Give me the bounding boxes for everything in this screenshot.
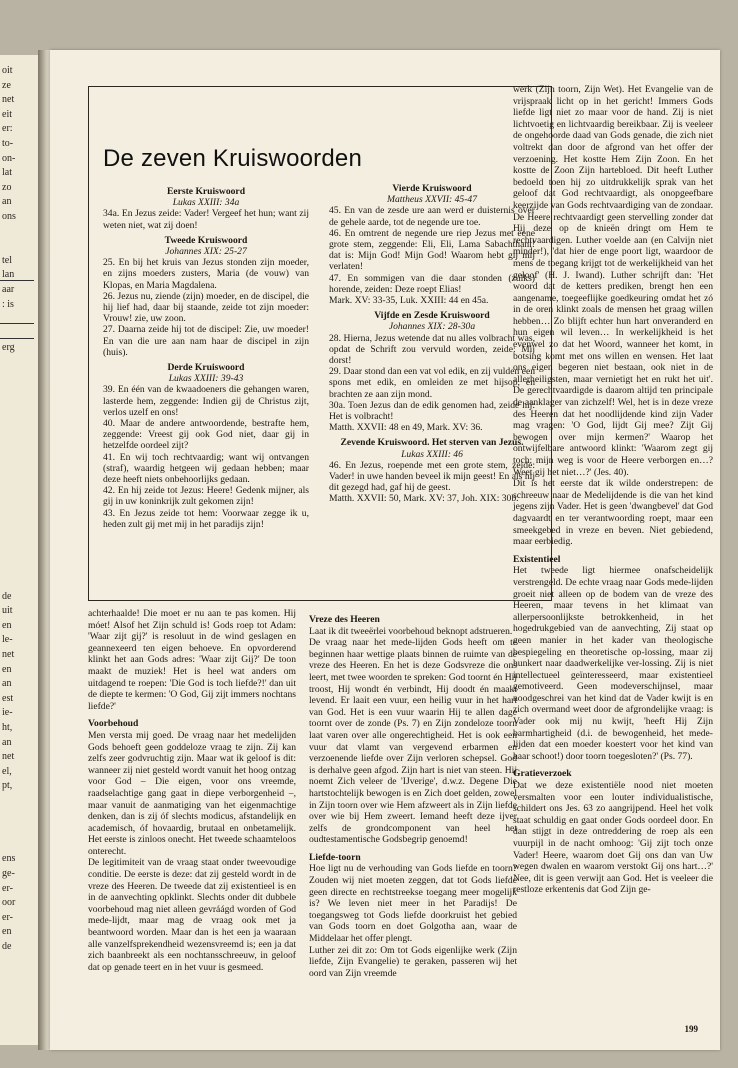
article-paragraph: Luther zei dit zo: Om tot Gods eigenlijke werk (Zijn liefde, Zijn Evangelie) te geraken, passeren wij het oord van Zijn vreemde bbox=[309, 944, 517, 979]
margin-fragment: net bbox=[2, 94, 15, 106]
margin-fragment: el, bbox=[2, 765, 12, 777]
margin-fragment: an bbox=[2, 678, 12, 690]
section-heading: Existentieel bbox=[513, 553, 561, 565]
box-column-left bbox=[103, 182, 309, 530]
margin-fragment: on- bbox=[2, 152, 16, 164]
margin-fragment: en bbox=[2, 926, 12, 938]
margin-fragment: pt, bbox=[2, 780, 13, 792]
verse-text: 29. Daar stond dan een vat vol edik, en zij vulden een spons met edik, en omleiden ze met hijsop, en brachten ze aan zijn mond. bbox=[329, 366, 535, 400]
word-heading: Zevende Kruiswoord. Het sterven van Jezus. bbox=[340, 437, 524, 449]
previous-page-edge bbox=[0, 55, 39, 1045]
margin-fragment: net bbox=[2, 751, 15, 763]
margin-fragment: er: bbox=[2, 123, 13, 135]
verse-text: 46. En Jezus, roepende met een grote stem, zeide: Vader! in uwe handen beveel ik mijn geest! En als hij dit gezegd had, gaf hij de geest. bbox=[329, 459, 535, 494]
verse-text: Matth. XXVII: 48 en 49, Mark. XV: 36. bbox=[329, 422, 483, 434]
margin-fragment: ge- bbox=[2, 868, 15, 879]
sidebar-box-seven-words bbox=[88, 86, 552, 601]
margin-fragment: en bbox=[2, 619, 12, 631]
margin-fragment: : is bbox=[2, 298, 14, 310]
article-paragraph: Dit is het eerste dat ik wilde onderstrepen: de schreeuw naar de Medelijdende is die van het kind jegens zijn Vader. Het is geen 'dwangbevel' dat God dagvaardt en ter verantwoording roept, maar een smeekgebed in vreze en beven. Niet gebiedend, maar eerbiedig. bbox=[513, 478, 713, 548]
margin-fragment: lat bbox=[2, 167, 12, 179]
margin-fragment: ens bbox=[2, 853, 16, 865]
margin-fragment: to- bbox=[2, 138, 14, 149]
margin-fragment: de bbox=[2, 590, 12, 602]
scripture-reference: Lukas XXIII: 34a bbox=[172, 197, 240, 209]
page-number: 199 bbox=[684, 1024, 698, 1034]
box-title: De zeven Kruiswoorden bbox=[103, 145, 363, 172]
scripture-reference: Lukas XXIII: 39-43 bbox=[168, 373, 244, 385]
margin-fragment: oit bbox=[2, 65, 13, 76]
margin-fragment: est bbox=[2, 692, 14, 704]
verse-text: 45. En van de zesde ure aan werd er duisternis over de gehele aarde, tot de negende ure toe. bbox=[329, 205, 535, 228]
margin-fragment: ht, bbox=[2, 722, 13, 733]
article-paragraph: Men versta mij goed. De vraag naar het medelijden Gods behoeft geen goddeloze vraag te zijn. Zij kan zelfs zeer godvruchtig zijn. Maar wat ik geloof is dit: wanneer zij niet gesteld wordt vanuit het hoog ontzag voor God – Die eigen, voor ons vreemde, raadselachtige gang gaat in diepe verborgenheid –, maar vanuit de aanmatiging van het eigenmachtige denken, dan is zij óf slechts modicus, afstandelijk en academisch, óf hovaardig, brutaal en onbetamelijk. Het eerste is zinloos onecht. Het tweede schaamteloos onterecht. bbox=[88, 729, 296, 857]
verse-text: 43. En Jezus zeide tot hem: Voorwaar zegge ik u, heden zult gij met mij in het paradijs zijn! bbox=[103, 507, 309, 530]
margin-fragment: de bbox=[2, 941, 12, 952]
margin-rule bbox=[0, 323, 34, 324]
verse-text: Matth. XXVII: 50, Mark. XV: 37, Joh. XIX: 30b. bbox=[329, 493, 519, 505]
margin-fragment: oor bbox=[2, 897, 16, 909]
verse-text: 41. En wij toch rechtvaardig; want wij ontvangen (straf), waardig hetgeen wij gedaan hebben; maar deze heeft niets onbehoorlijks gedaan. bbox=[103, 451, 309, 486]
verse-text: 42. En hij zeide tot Jezus: Heere! Gedenk mijner, als gij in uw koninkrijk zult gekomen zijn! bbox=[103, 485, 309, 508]
magazine-page bbox=[50, 50, 720, 1050]
article-paragraph: werk (Zijn toorn, Zijn Wet). Het Evangelie van de vrijspraak licht op in het gericht! Immers Gods liefde ligt niet zo maar voor de hand. Zij is niet lichtvoetig en lichtvaardig bereikbaar. Zij is veeleer de ongehoorde daad van Gods genade, die zich niet voltrekt dan door de afgrond van het offer der verzoening. Het kostte Hem Zijn Zoon. En het kostte de Zoon Zijn hartebloed. Dit heeft Luther bedoeld toen hij zo uitdrukkelijk sprak van het geloof dat God rechtvaardigt, als onopgeefbare keerzijde van Gods rechtvaardiging van de zondaar. De Heere rechtvaardigt geen stervelling zonder dat Hij deze op de knieën dringt om Hem te rechtvaardigen. Luther voelde aan (en Calvijn niet minder!), 'dat hier de enge poort ligt, waardoor de mens de toegang krijgt tot de werkelijkheid van het geloof' (H. J. Iwand). Luther schrijft dan: 'Het woord dat de ketters prediken, brengt hen een aangename, toegeeflijke goedkeuring omdat het zó in de oren klinkt zoals de mensen het graag willen hebben… Zo blijft echter hun hart onveranderd en hun eigen wil leven… In werkelijkheid is het evenwel zo dat het Woord, wanneer het komt, in botsing komt met ons willen en wensen. Het laat ons eigen begeren niet bestaan, ook niet in de allerheiligsten, maar vernietigt het en rukt het uit'. De gerechtvaardigde is daarom altijd ten principale de aanklager van zichzelf! Wel, het is in deze vreze des Heeren dat het noodlijdende kind zijn Vader mag vragen: 'O God, lijdt Gij mee? Zijt Gij bewogen over mijn kermen?' Waarop het ontwijfelbare antwoord klinkt: 'Waarom zegt gij toch: mijn weg is voor de Heere verborgen en…? Weet gij het niet…?' (Jes. 40). bbox=[513, 84, 713, 478]
section-heading: Liefde-toorn bbox=[309, 851, 361, 863]
margin-fragment: ie- bbox=[2, 707, 13, 719]
box-column-right bbox=[329, 179, 535, 505]
article-column-1 bbox=[88, 608, 296, 973]
margin-fragment: le- bbox=[2, 634, 13, 646]
margin-rule bbox=[0, 338, 34, 339]
verse-text: 25. En bij het kruis van Jezus stonden zijn moeder, en zijns moeders zusters, Maria (de vouw) van Klopas, en Maria Magdalena. bbox=[103, 257, 309, 291]
article-paragraph: Laat ik dit tweeërlei voorbehoud beknopt adstrueren. bbox=[309, 625, 513, 637]
scripture-reference: Lukas XXIII: 46 bbox=[401, 448, 463, 460]
margin-fragment: tel bbox=[2, 254, 12, 266]
margin-fragment: en bbox=[2, 663, 12, 675]
article-paragraph: De vraag naar het mede-lijden Gods heeft om te beginnen haar wettige plaats binnen de ruimte van de vreze des Heeren. En het is deze Godsvreze die ons leert, met twee woorden te spreken: God toornt én Hij troost, Hij wondt én verbindt, Hij doodt én maakt levend. Er laait een vuur, een heilig vuur in het hart van God. Het is een vuur waarin Hij te allen dage toornt over de zonde (Ps. 7) en Zijn zondeloze toorn laat varen over alle ongerechtigheid. Het is ook een vuur dat vlamt van vergevend erbarmen en verzoenende liefde over Zijn verloren schepsel. God is derhalve geen afgod. Zijn hart is niet van steen. Hij noemt Zich veleer de 'IJverige', d.w.z. Degene Die hartstochtelijk bewogen is en Zich doet gelden, zowel in Zijn toorn over wie Hem afzweert als in Zijn liefde over wie bij Hem zweert. Iemand heeft deze ijver zelfs de grondcomponent van heel het oudtestamentische Godsbegrip genoemd! bbox=[309, 637, 517, 846]
article-paragraph: Hoe ligt nu de verhouding van Gods liefde en toorn? Zouden wij niet moeten zeggen, dat tot Gods liefde geen directe en rechtstreekse toegang meer mogelijk is? We leven niet meer in het Paradijs! De toegangsweg tot Gods liefde doorkruist het gebied van Gods toorn en doet Golgotha aan, waar de Middelaar het offer plengt. bbox=[309, 863, 517, 945]
article-paragraph: De legitimiteit van de vraag staat onder tweevoudige conditie. De eerste is deze: dat zij gesteld wordt in de vreze des Heeren. De tweede dat zij existentieel is en in de aanvechting opklinkt. Slechts onder dit dubbele voorbehoud mag niet alleen gevráágd worden of God mede-lijdt, maar mag de vraag ook met ja beantwoord worden. Maar dan is het een ja waaraan alle vanzelfsprekendheid wezensvreemd is; een ja dat zich baanbreekt als een nochtansschreeuw, in geloof dat op genade teert en in het vuur is gesmeed. bbox=[88, 857, 296, 973]
verse-text: 34a. En Jezus zeide: Vader! Vergeef het hun; want zij weten niet, wat zij doen! bbox=[103, 208, 309, 231]
verse-text: Mark. XV: 33-35, Luk. XXIII: 44 en 45a. bbox=[329, 295, 489, 307]
word-heading: Derde Kruiswoord bbox=[167, 362, 245, 374]
verse-text: 26. Jezus nu, ziende (zijn) moeder, en de discipel, die hij lief had, daar bij staande, zeide tot zijn moeder: Vrouw! zie, uw zoon. bbox=[103, 290, 309, 325]
margin-fragment: eit bbox=[2, 108, 12, 120]
verse-text: 28. Hierna, Jezus wetende dat nu alles volbracht was, opdat de Schrift zou vervuld worden, zeide: Mij dorst! bbox=[329, 332, 535, 367]
section-heading: Gratieverzoek bbox=[513, 768, 572, 780]
margin-fragment: an bbox=[2, 196, 12, 208]
margin-fragment: ze bbox=[2, 79, 11, 91]
word-heading: Vijfde en Zesde Kruiswoord bbox=[374, 310, 490, 322]
scripture-reference: Mattheus XXVII: 45-47 bbox=[386, 194, 478, 206]
verse-text: 39. En één van de kwaadoeners die gehangen waren, lasterde hem, zeggende: Indien gij de Christus zijt, verlos uzelf en ons! bbox=[103, 384, 309, 418]
margin-fragment: aar bbox=[2, 284, 15, 295]
margin-fragment: ons bbox=[2, 211, 16, 222]
verse-text: 27. Daarna zeide hij tot de discipel: Zie, uw moeder! En van die ure aan nam haar de discipel in zijn (huis). bbox=[103, 324, 309, 358]
verse-text: 30a. Toen Jezus dan de edik genomen had, zeide hij: Het is volbracht! bbox=[329, 399, 535, 423]
margin-fragment: zo bbox=[2, 181, 12, 193]
margin-fragment: net bbox=[2, 649, 15, 660]
scripture-reference: Johannes XIX: 25-27 bbox=[165, 246, 247, 258]
margin-fragment: er- bbox=[2, 911, 13, 923]
article-paragraph: Het tweede ligt hiermee onafscheidelijk verstrengeld. De echte vraag naar Gods mede-lijden groeit niet alleen op de bodem van de vreze des Heeren, maar tevens in het klimaat van allerpersoonlijkste betrokkenheid, in het hogedrukgebied van de aanvechting, Zij staat op geen manier in het kader van theologische bespiegeling en theoretische op-lossing, maar zij hunkert naar daadwerkelijke ver-lossing. Zij is niet intellectueel geïnteresseerd, maar existentieel gemotiveerd. Geen modeverschijnsel, maar noodgeschrei van het kind dat de Vader kwijt is en zich overmand weet door de afgrondelijke vraag: is Vader ook mij nu kwijt, 'heeft Hij Zijn barmhartigheid (d.i. de bewogenheid, het mede-lijden dat een moeder koestert voor het kind van haar schoot!) door toorn toegesloten?' (Ps. 77). bbox=[513, 565, 713, 762]
margin-fragment: uit bbox=[2, 605, 13, 617]
verse-text: 40. Maar de andere antwoordende, bestrafte hem, zeggende: Vreest gij ook God niet, daar gij in hetzelfde oordeel zijt? bbox=[103, 418, 309, 452]
section-heading: Voorbehoud bbox=[88, 718, 139, 730]
word-heading: Tweede Kruiswoord bbox=[164, 234, 248, 246]
article-paragraph: achterhaalde! Die moet er nu aan te pas komen. Hij móet! Alsof het Zijn schuld is! Gods roep tot Adam: 'Waar zijt gij?' is resoluut in de wind geslagen en geannexeerd ten eigen behoeve. En opvorderend klinkt het aan Gods adres: 'Waar zijt Gij?' De toon maakt de muziek! Het is heel wat anders om uitdagend te roepen: 'Die God is toch liefde?!' dan uit de diepte te kermen: 'O God, Gij zijt immers nochtans liefde?' bbox=[88, 608, 296, 712]
margin-rule bbox=[0, 280, 34, 281]
scripture-reference: Johannes XIX: 28-30a bbox=[388, 321, 476, 333]
verse-text: 46. En omtrent de negende ure riep Jezus met eene grote stem, zeggende: Eli, Eli, Lama Sabachthani! dat is: Mijn God! Mijn God! Waarom hebt gij mij verlaten! bbox=[329, 227, 535, 273]
margin-fragment: an bbox=[2, 736, 12, 748]
margin-fragment: erg bbox=[2, 342, 15, 354]
word-heading: Vierde Kruiswoord bbox=[392, 183, 472, 194]
margin-fragment: er- bbox=[2, 882, 13, 894]
margin-fragment: lan bbox=[2, 269, 15, 281]
verse-text: 47. En sommigen van die daar stonden (zulks) horende, zeiden: Deze roept Elias! bbox=[329, 272, 535, 295]
section-heading: Vreze des Heeren bbox=[309, 614, 380, 625]
word-heading: Eerste Kruiswoord bbox=[166, 186, 246, 197]
article-column-3 bbox=[513, 84, 713, 896]
article-paragraph: Dat we deze existentiële nood niet moeten versmalten voor een louter individualistische, schildert ons Jes. 63 zo aangrijpend. Heel het volk staat schuldig en gaat onder Gods oordeel door. En dan stijgt in deze ontreddering de roep als een vuurpijl in de nacht omhoog: 'Gij zijt toch onze Vader! Heere, waarom doet Gij ons dan van Uw wegen dwalen en waarom verstokt Gij ons hart…?' Nee, dit is geen verwijt aan God. Het is veeleer die restloze erkentenis dat God Zijn ge- bbox=[513, 780, 713, 896]
article-column-2 bbox=[309, 608, 517, 979]
